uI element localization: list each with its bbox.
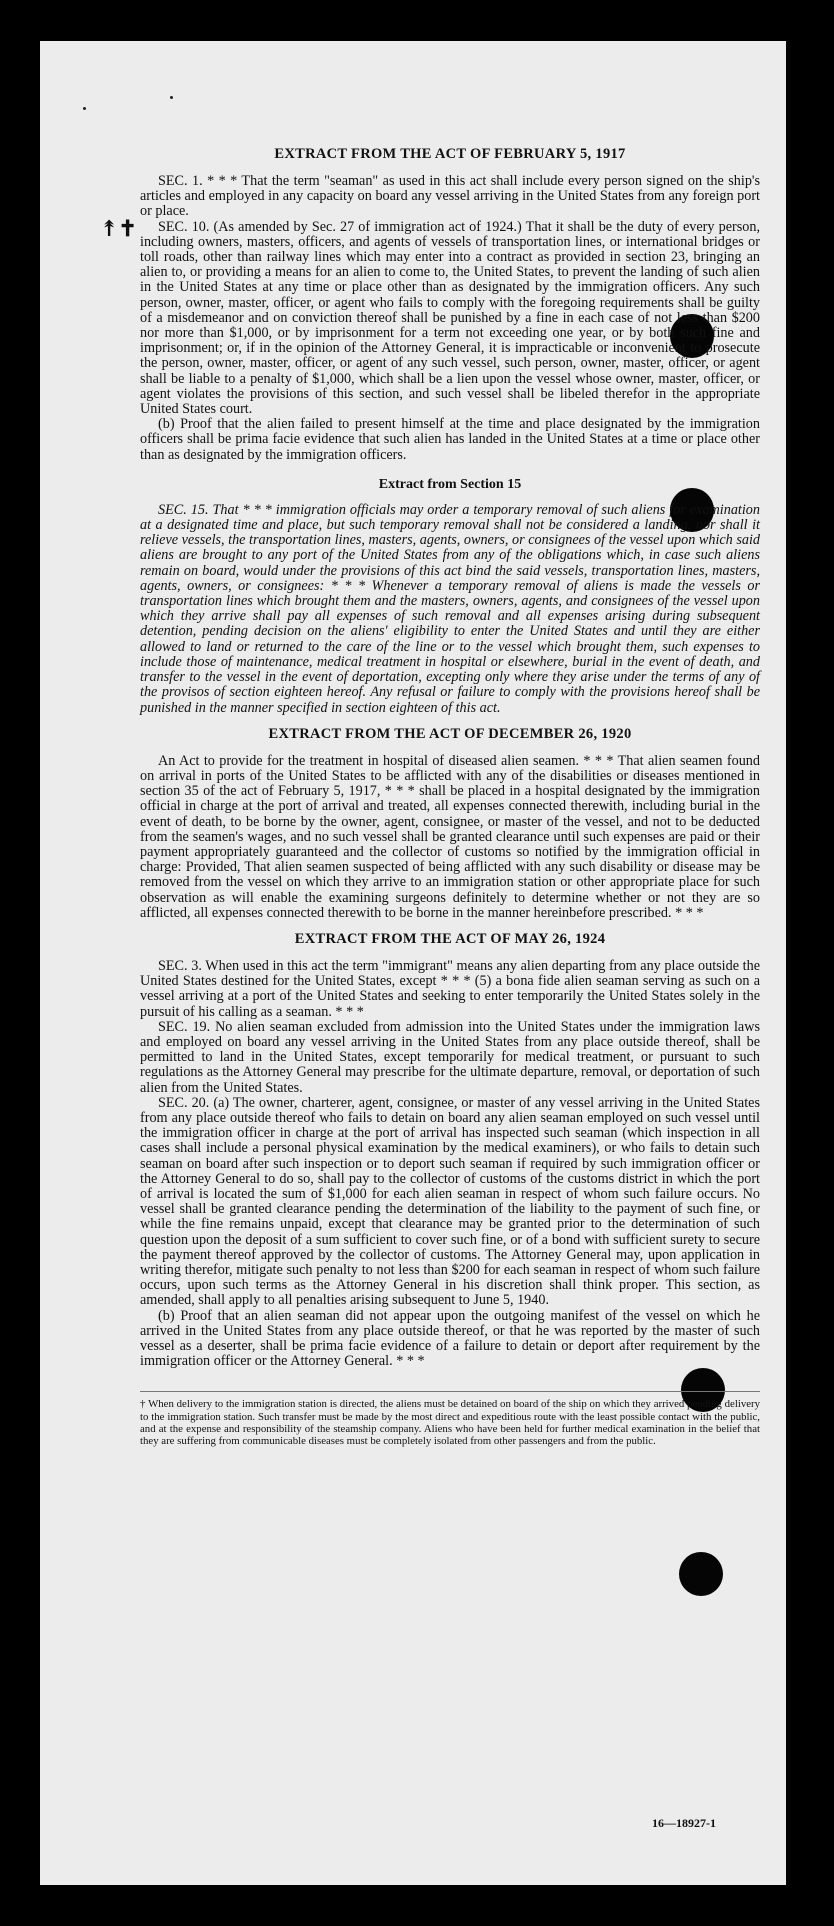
document-page [40,41,786,1885]
punch-hole [679,1552,723,1596]
heading-act-1917: EXTRACT FROM THE ACT OF FEBRUARY 5, 1917 [274,146,626,162]
paragraph-sec-10b: (b) Proof that the alien failed to present himself at the time and place designated by the immigration officers shall be prima facie evidence that such alien has landed in the United States at a time or place other than as designated by the immigration officers. [140,416,760,463]
speck [83,107,86,110]
document-body [140,145,760,1447]
speck [170,96,173,99]
heading-act-1920: EXTRACT FROM THE ACT OF DECEMBER 26, 1920 [268,725,632,742]
margin-mark: ↟✝ [100,216,137,241]
form-code: 16—18927-1 [652,1816,716,1830]
heading-section-15: Extract from Section 15 [378,476,522,492]
paragraph-act-1920: An Act to provide for the treatment in hospital of diseased alien seamen. * * * That alien seamen found on arrival in ports of the United States to be afflicted with any of the disabilities or diseases mentioned in section 35 of the act of February 5, 1917, * * * shall be placed in a hospital designated by the immigration official in charge at the port of arrival and treated, all expenses connected therewith, including burial in the event of death, to be borne by the owner, agent, consignee, or master of the vessel, and not to be deducted from the seamen's wages, and no such vessel shall be granted clearance until such expenses are paid or their payment appropriately guaranteed and the collector of customs so notified by the immigration official in charge: Provided, That alien seamen suspected of being afflicted with any such disability or disease may be removed from the vessel on which they arrive to an immigration station or other appropriate place for such observation as will enable the examining surgeons definitely to determine whether or not they are so afflicted, all expenses connected therewith to be borne in the manner hereinbefore prescribed. * * * [140,752,760,921]
paragraph-sec-1: SEC. 1. * * * That the term "seaman" as used in this act shall include every person signed on the ship's articles and employed in any capacity on board any vessel arriving in the United States from any foreign port or place. [140,173,760,220]
paragraph-sec-3: SEC. 3. When used in this act the term "immigrant" means any alien departing from any place outside the United States destined for the United States, except * * * (5) a bona fide alien seaman serving as such on a vessel arriving at a port of the United States and seeking to enter temporarily the United States solely in the pursuit of his calling as a seaman. * * * [140,957,760,1020]
footnote: † When delivery to the immigration station is directed, the aliens must be detained on board of the ship on which they arrived pending delivery to the immigration station. Such transfer must be made by the most direct and expeditious route with the least possible contact with the public, and at the expense and responsibility of the steamship company. Aliens who have been held for further medical examination in the belief that they are suffering from communicable diseases must be completely isolated from other passengers and from the public. [140,1391,760,1447]
paragraph-sec-20a: SEC. 20. (a) The owner, charterer, agent, consignee, or master of any vessel arriving in the United States from any place outside thereof who fails to detain on board any alien seaman employed on such vessel until the immigration officer in charge at the port of arrival has inspected such seaman (which inspection in all cases shall include a personal physical examination by the medical examiners), or who fails to detain such seaman on board after such inspection or to deport such seaman if required by such immigration officer or the Attorney General to do so, shall pay to the collector of customs of the customs district in which the port of arrival is located the sum of $1,000 for each alien seaman in respect of whom such failure occurs. No vessel shall be granted clearance pending the determination of the liability to the payment of such fine, or while the fine remains unpaid, except that clearance may be granted prior to the determination of such question upon the deposit of a sum sufficient to cover such fine, or of a bond with sufficient surety to secure the payment thereof approved by the collector of customs. The Attorney General may, upon application in writing therefor, mitigate such penalty to not less than $200 for each seaman in respect of whom such failure occurs, upon such terms as the Attorney General in his discretion shall think proper. This section, as amended, shall apply to all penalties arising subsequent to June 5, 1940. [140,1094,760,1309]
paragraph-sec-20b: (b) Proof that an alien seaman did not appear upon the outgoing manifest of the vessel on which he arrived in the United States from any place outside thereof, or that he was reported by the master of such vessel as a deserter, shall be prima facie evidence of a failure to detain or deport after requirement by the immigration officer or the Attorney General. * * * [140,1307,760,1370]
paragraph-sec-15: SEC. 15. That * * * immigration officials may order a temporary removal of such aliens for examination at a designated time and place, but such temporary removal shall not be considered a landing, nor shall it relieve vessels, the transportation lines, masters, agents, owners, or consignees of the vessel upon which said aliens are brought to any port of the United States from any of the obligations which, in case such aliens remain on board, would under the provisions of this act bind the said vessels, transportation lines, masters, agents, owners, or consignees: * * * Whenever a temporary removal of aliens is made the vessels or transportation lines which brought them and the masters, owners, agents, and consignees of the vessel upon which they arrive shall pay all expenses of such removal and all expenses arising during subsequent detention, pending decision on the aliens' eligibility to enter the United States and until they are either allowed to land or returned to the care of the line or to the vessel which brought them, such expenses to include those of maintenance, medical treatment in hospital or elsewhere, burial in the event of death, and transfer to the vessel in the event of deportation, excepting only where they arise under the terms of any of the provisos of section eighteen hereof. Any refusal or failure to comply with the provisions hereof shall be punished in the manner specified in section eighteen of this act. [140,501,760,716]
paragraph-sec-19: SEC. 19. No alien seaman excluded from admission into the United States under the immigration laws and employed on board any vessel arriving in the United States from any place outside thereof, shall be permitted to land in the United States, except temporarily for medical treatment, or pursuant to such regulations as the Attorney General may prescribe for the ultimate departure, removal, or deportation of such alien from the United States. [140,1018,760,1096]
paragraph-sec-10: SEC. 10. (As amended by Sec. 27 of immigration act of 1924.) That it shall be the duty of every person, including owners, masters, officers, and agents of vessels of transportation lines, or international bridges or toll roads, other than railway lines which may enter into a contract as provided in section 23, bringing an alien to, or providing a means for an alien to come to, the United States, to prevent the landing of such alien in the United States at any time or place other than as designated by the immigration officers. Any such person, owner, master, officer, or agent who fails to comply with the foregoing requirements shall be guilty of a misdemeanor and on conviction thereof shall be punished by a fine in each case of not less than $200 nor more than $1,000, or by imprisonment for a term not exceeding one year, or by both such fine and imprisonment; or, if in the opinion of the Attorney General, it is impracticable or inconvenient to prosecute the person, owner, master, officer, or agent of any such vessel, such person, owner, master, officer, or agent shall be liable to a penalty of $1,000, which shall be a lien upon the vessel whose owner, master, officer, or agent violates the provisions of this section, and such vessel shall be libeled therefor in the appropriate United States court. [140,218,760,418]
heading-act-1924: EXTRACT FROM THE ACT OF MAY 26, 1924 [294,930,606,947]
